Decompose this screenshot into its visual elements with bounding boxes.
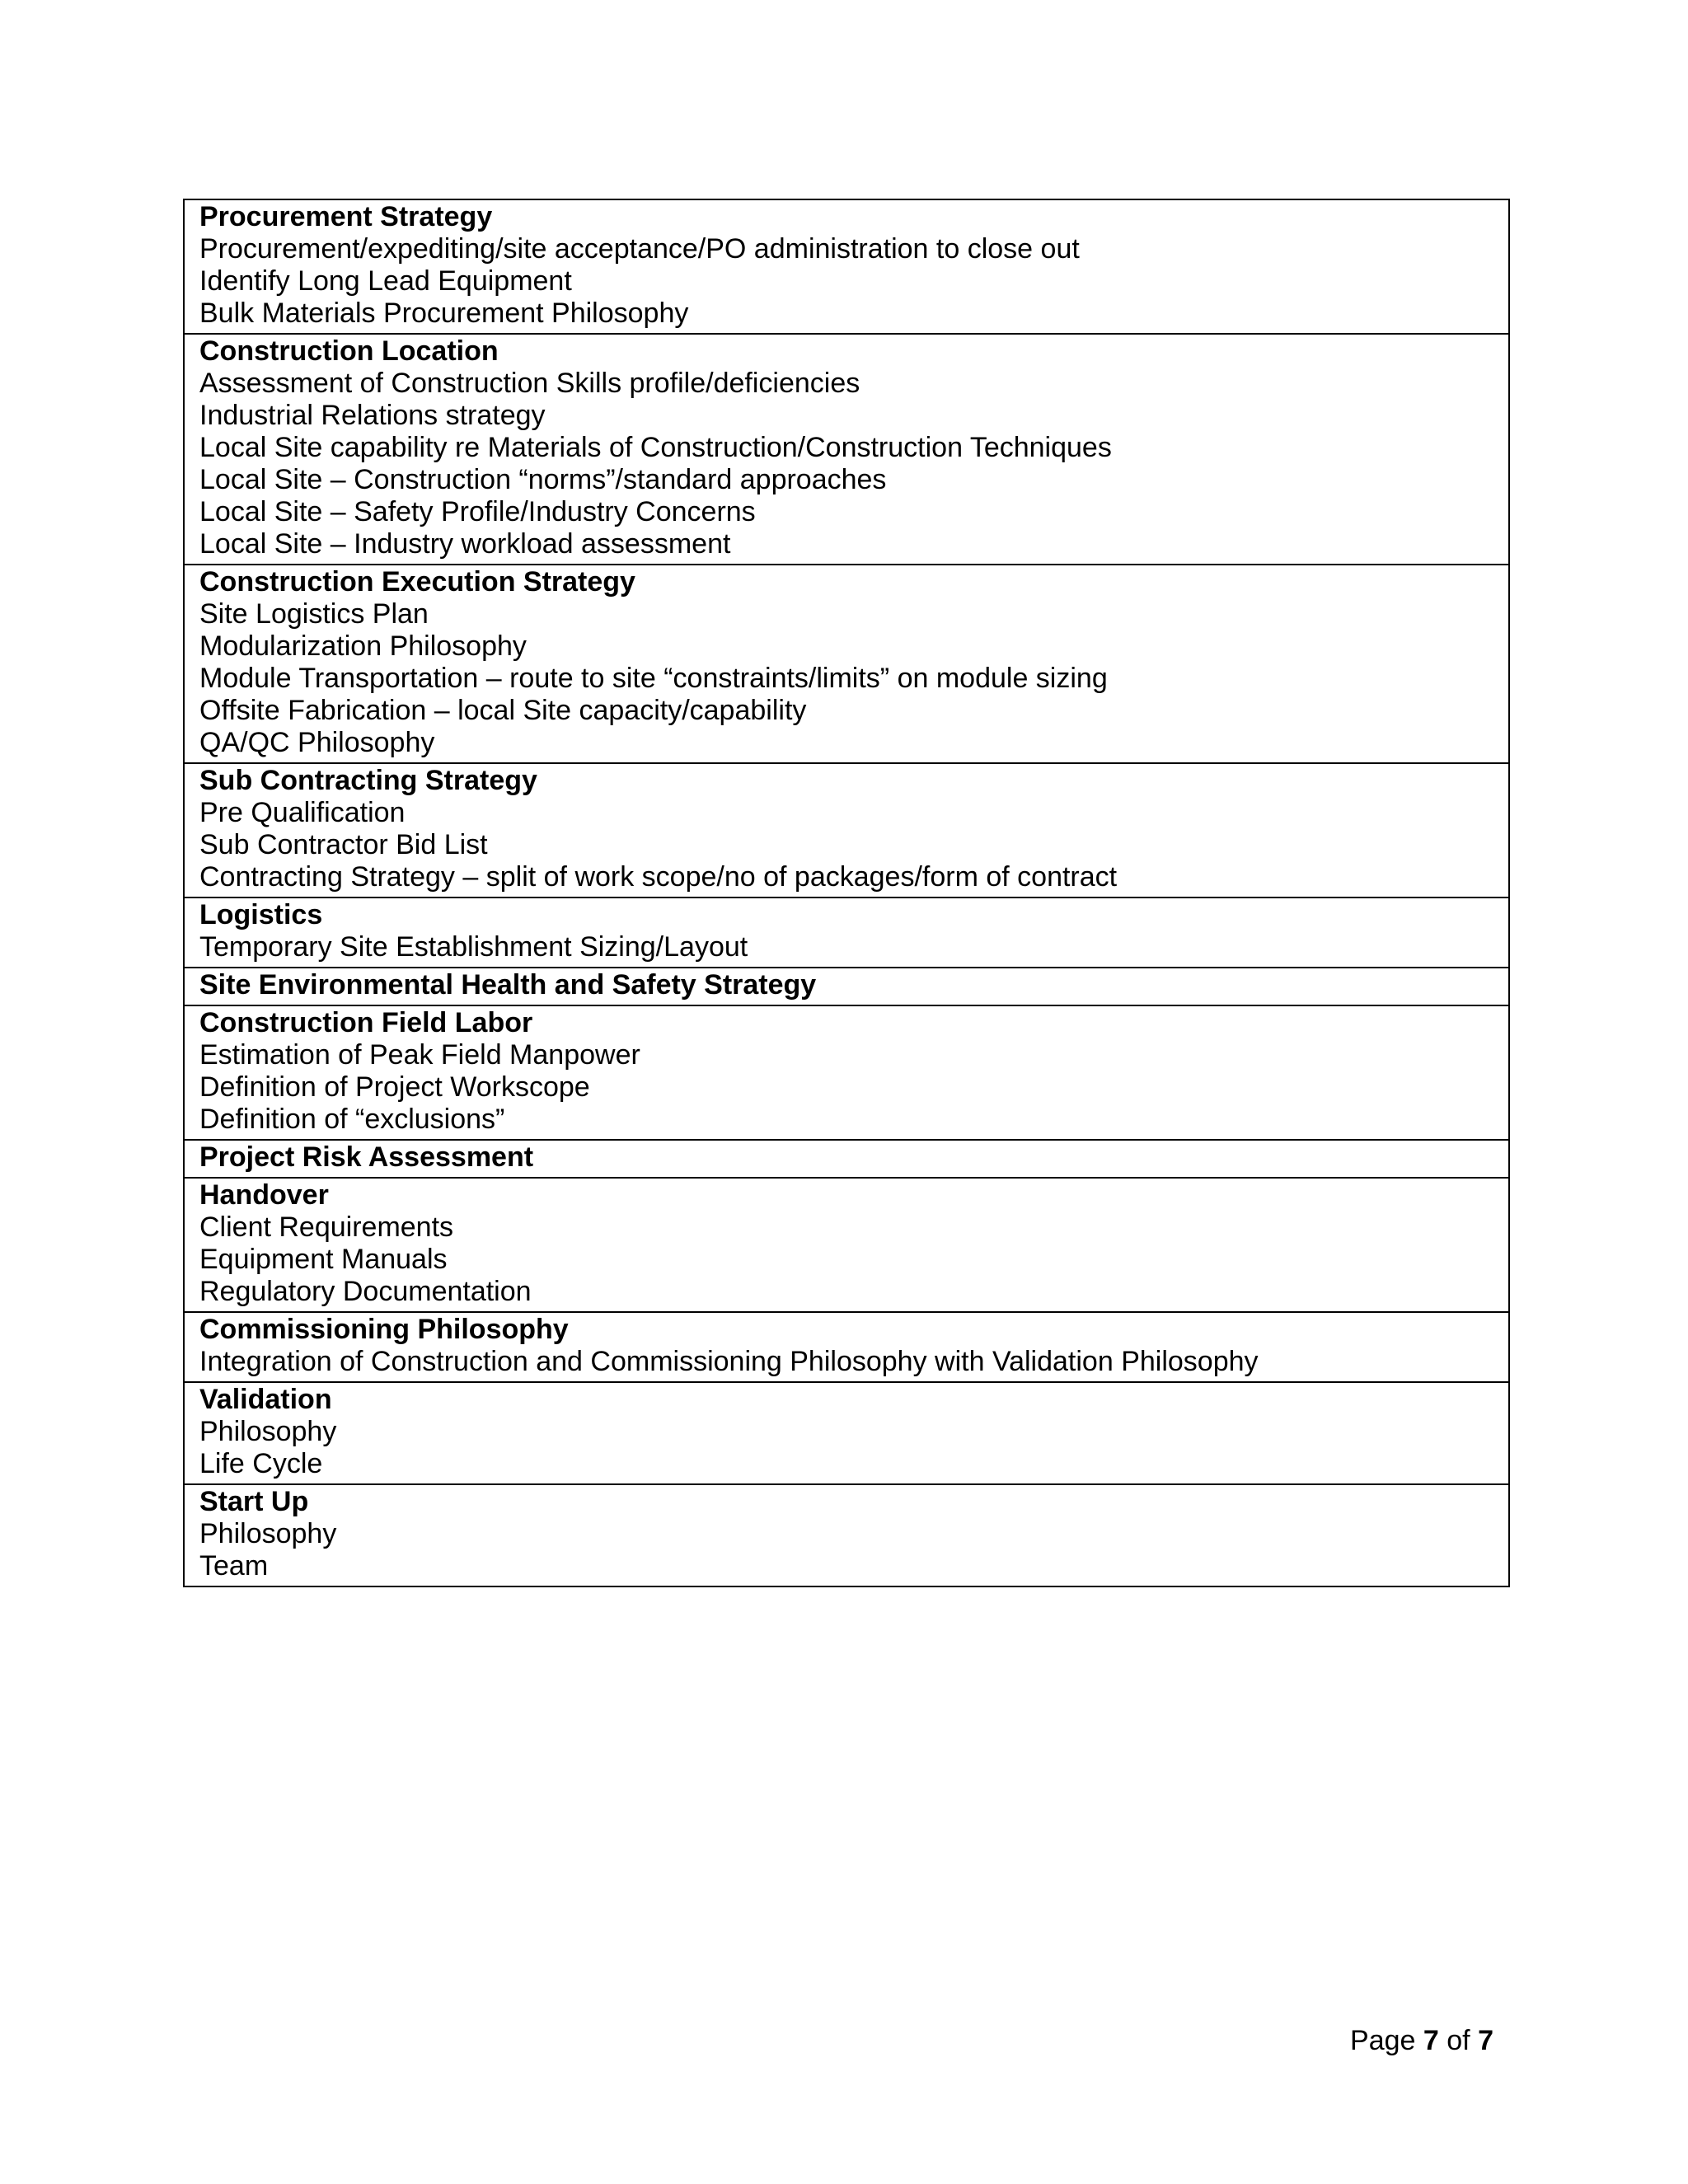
section-item: Local Site – Industry workload assessment xyxy=(199,528,731,560)
table-row xyxy=(185,200,1508,333)
table-row xyxy=(185,333,1508,564)
page-number-footer xyxy=(1350,2024,1493,2057)
section-item: Identify Long Lead Equipment xyxy=(199,265,572,297)
section-item: Local Site capability re Materials of Construction/Construction Techniques xyxy=(199,432,1112,463)
total-pages-number: 7 xyxy=(1478,2025,1493,2056)
section-item: Industrial Relations strategy xyxy=(199,400,546,431)
section-item: Offsite Fabrication – local Site capacity/capability xyxy=(199,695,807,726)
section-item: Module Transportation – route to site “constraints/limits” on module sizing xyxy=(199,663,1108,694)
section-heading: Start Up xyxy=(199,1486,309,1517)
section-item: Sub Contractor Bid List xyxy=(199,829,488,860)
section-item: Site Logistics Plan xyxy=(199,598,429,630)
section-heading: Project Risk Assessment xyxy=(199,1141,534,1173)
section-item: Definition of “exclusions” xyxy=(199,1104,505,1135)
section-heading: Logistics xyxy=(199,899,323,930)
section-item: Local Site – Construction “norms”/standard approaches xyxy=(199,464,887,495)
section-item: Modularization Philosophy xyxy=(199,630,527,662)
table-row xyxy=(185,897,1508,967)
table-row xyxy=(185,1177,1508,1311)
section-item: Philosophy xyxy=(199,1518,337,1549)
section-heading: Commissioning Philosophy xyxy=(199,1314,569,1345)
section-heading: Construction Location xyxy=(199,335,499,367)
table-row xyxy=(185,1139,1508,1177)
table-row xyxy=(185,762,1508,897)
section-item: Life Cycle xyxy=(199,1448,323,1479)
table-row xyxy=(185,1381,1508,1483)
section-heading: Construction Execution Strategy xyxy=(199,566,635,598)
section-item: Team xyxy=(199,1550,269,1582)
section-item: Assessment of Construction Skills profile/deficiencies xyxy=(199,368,860,399)
section-heading: Sub Contracting Strategy xyxy=(199,765,537,796)
section-item: Pre Qualification xyxy=(199,797,406,828)
section-item: Integration of Construction and Commissioning Philosophy with Validation Philosophy xyxy=(199,1346,1259,1377)
current-page-number: 7 xyxy=(1423,2025,1439,2056)
section-item: Bulk Materials Procurement Philosophy xyxy=(199,298,689,329)
section-item: Equipment Manuals xyxy=(199,1244,448,1275)
table-row xyxy=(185,1311,1508,1381)
section-heading: Site Environmental Health and Safety Strategy xyxy=(199,969,817,1001)
section-item: Temporary Site Establishment Sizing/Layout xyxy=(199,931,748,963)
section-heading: Procurement Strategy xyxy=(199,201,493,232)
page-label: Page xyxy=(1350,2025,1416,2056)
section-item: Client Requirements xyxy=(199,1212,454,1243)
section-heading: Handover xyxy=(199,1179,329,1211)
table-row xyxy=(185,1005,1508,1139)
section-heading: Validation xyxy=(199,1384,332,1415)
section-item: QA/QC Philosophy xyxy=(199,727,435,758)
table-row xyxy=(185,967,1508,1005)
section-item: Definition of Project Workscope xyxy=(199,1071,590,1103)
section-item: Philosophy xyxy=(199,1416,337,1447)
section-item: Estimation of Peak Field Manpower xyxy=(199,1039,640,1071)
scope-checklist-table xyxy=(183,199,1510,1587)
table-row xyxy=(185,1483,1508,1586)
section-item: Local Site – Safety Profile/Industry Concerns xyxy=(199,496,756,527)
page-of-label: of xyxy=(1447,2025,1470,2056)
section-heading: Construction Field Labor xyxy=(199,1007,533,1038)
table-row xyxy=(185,564,1508,762)
section-item: Regulatory Documentation xyxy=(199,1276,532,1307)
section-item: Contracting Strategy – split of work scope/no of packages/form of contract xyxy=(199,861,1118,893)
section-item: Procurement/expediting/site acceptance/PO administration to close out xyxy=(199,233,1080,265)
